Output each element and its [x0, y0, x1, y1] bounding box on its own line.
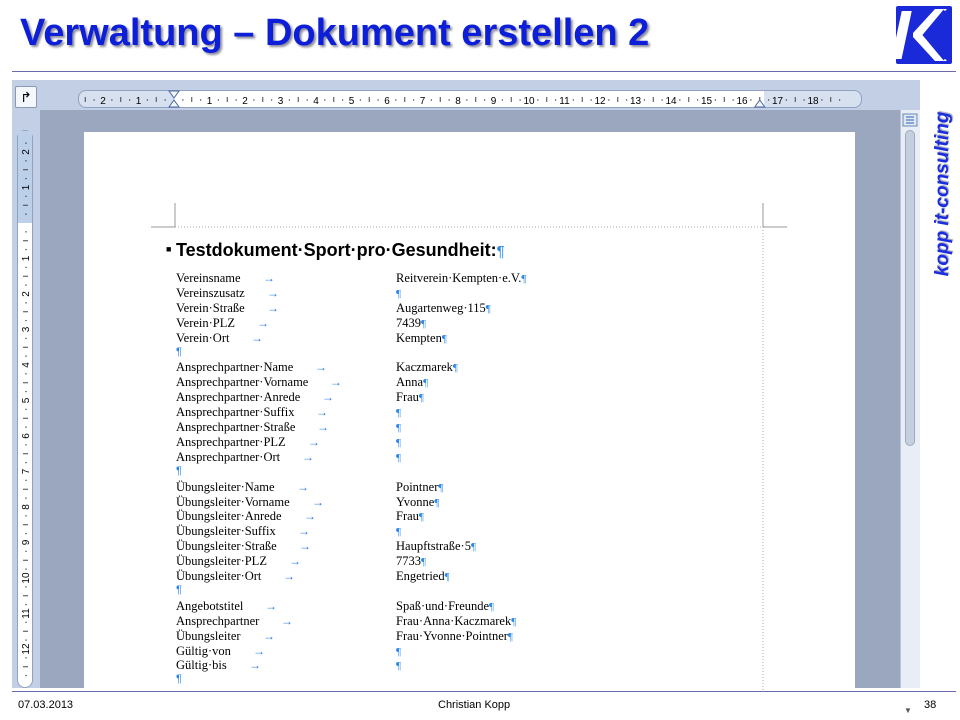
- horizontal-ruler-scale: [79, 91, 863, 109]
- field-row[interactable]: [176, 450, 576, 465]
- field-value: Pointner¶: [396, 479, 444, 494]
- tab-character-icon: →: [304, 509, 316, 524]
- ruler-tick: [200, 99, 201, 100]
- ruler-tick: [25, 409, 26, 410]
- field-row[interactable]: [176, 554, 576, 569]
- ruler-tick: [25, 462, 26, 463]
- ruler-tick: [644, 99, 645, 100]
- ruler-tick: [164, 99, 165, 100]
- left-indent-marker-icon: [169, 91, 179, 107]
- tab-character-icon: →: [283, 569, 295, 583]
- paragraph-mark: ¶: [485, 302, 491, 315]
- ruler-tick: [360, 99, 361, 100]
- field-value: Haupftstraße·5¶: [396, 539, 476, 554]
- paragraph-mark: ¶: [521, 273, 527, 285]
- field-label: Übungsleiter: [176, 628, 241, 643]
- field-value: [396, 286, 401, 302]
- ruler-tick-label: 18: [807, 96, 819, 107]
- paragraph-mark: ¶: [444, 571, 450, 583]
- ruler-tick: [25, 497, 26, 498]
- ruler-tick: [413, 99, 414, 100]
- field-row[interactable]: [176, 360, 576, 375]
- paragraph-mark: ¶: [396, 660, 401, 673]
- tab-character-icon: →: [298, 524, 310, 539]
- ruler-tick: [147, 99, 148, 100]
- ruler-tick-label: 16: [736, 96, 748, 107]
- ruler-tick: [306, 99, 307, 100]
- ruler-tick: [484, 99, 485, 100]
- slide-title: Verwaltung – Dokument erstellen 2: [20, 12, 650, 54]
- tab-character-icon: →: [263, 271, 275, 285]
- ruler-tick-label: 6: [21, 433, 32, 439]
- ruler-tick: [679, 99, 680, 100]
- field-row[interactable]: [176, 301, 576, 316]
- ruler-tick: [25, 178, 26, 179]
- field-label: Ansprechpartner·Name: [176, 360, 294, 375]
- empty-paragraph-mark: ¶: [176, 673, 182, 686]
- ruler-tick-label: 1: [21, 255, 32, 262]
- ruler-tick: [25, 302, 26, 303]
- footer-divider: [12, 691, 956, 692]
- ruler-tick: [590, 99, 591, 100]
- tab-character-icon: →: [289, 554, 301, 569]
- ruler-tick-label: 2: [242, 96, 248, 107]
- paragraph-mark: ¶: [396, 436, 401, 449]
- paragraph-mark: ¶: [396, 287, 401, 300]
- field-value: 7733¶: [396, 554, 426, 569]
- ruler-tick: [218, 99, 219, 100]
- field-row[interactable]: [176, 569, 576, 584]
- ruler-tick: [697, 99, 698, 100]
- ruler-tick: [395, 99, 396, 100]
- tab-character-icon: →: [281, 613, 293, 628]
- vertical-scrollbar[interactable]: [900, 110, 920, 715]
- field-value: Anna¶: [396, 375, 429, 390]
- field-label: Ansprechpartner·Ort: [176, 449, 281, 464]
- ruler-tick: [25, 604, 26, 605]
- tab-stop-selector[interactable]: ↱: [15, 86, 37, 108]
- field-row[interactable]: [176, 644, 576, 659]
- field-value: Engetried¶: [396, 569, 450, 583]
- ruler-tick: [25, 338, 26, 339]
- ruler-tick: [253, 99, 254, 100]
- field-row[interactable]: [176, 405, 576, 420]
- ruler-tick: [182, 99, 183, 100]
- field-label: Übungsleiter·PLZ: [176, 554, 267, 569]
- ruler-tick: [448, 99, 449, 100]
- ruler-tick-label: 6: [384, 96, 390, 107]
- ruler-tick: [342, 99, 343, 100]
- ruler-tick: [25, 622, 26, 623]
- ruler-tick-label: 7: [419, 96, 426, 107]
- field-row[interactable]: [176, 375, 576, 390]
- ruler-tick: [25, 231, 26, 232]
- ruler-tick: [502, 99, 503, 100]
- title-divider: [12, 71, 956, 72]
- field-value: Frau¶: [396, 509, 424, 524]
- ruler-tick-label: 7: [21, 468, 32, 475]
- field-label: Übungsleiter·Anrede: [176, 509, 282, 524]
- ruler-tick: [324, 99, 325, 100]
- ruler-tick: [25, 373, 26, 374]
- right-indent-marker-icon: [755, 100, 765, 107]
- ruler-tick-label: 3: [277, 96, 284, 107]
- ruler-tick-label: 2: [21, 149, 32, 155]
- footer-author: Christian Kopp: [438, 699, 511, 711]
- ruler-tick: [289, 99, 290, 100]
- field-row[interactable]: [176, 480, 576, 495]
- field-row[interactable]: [176, 435, 576, 450]
- kopp-logo-icon: [895, 5, 953, 65]
- ruler-tick-label: 11: [559, 96, 570, 107]
- field-row[interactable]: [176, 495, 576, 510]
- brand-label: kopp it-consulting: [932, 111, 953, 277]
- paragraph-mark: ¶: [396, 407, 401, 420]
- ruler-tick-label: 9: [21, 539, 32, 546]
- ruler-tick-label: 2: [21, 291, 32, 297]
- field-label: Ansprechpartner·Suffix: [176, 405, 295, 420]
- field-value: Reitverein·Kempten·e.V.¶: [396, 271, 527, 285]
- footer-date: 07.03.2013: [18, 699, 74, 711]
- footer-page-number: 38: [924, 699, 937, 711]
- field-value: [396, 450, 401, 466]
- paragraph-mark: ¶: [489, 600, 495, 613]
- ruler-tick: [25, 213, 26, 214]
- field-value: Frau·Anna·Kaczmarek¶: [396, 613, 517, 628]
- ruler-tick: [661, 99, 662, 100]
- ruler-toggle-icon[interactable]: [903, 114, 917, 126]
- field-label: Übungsleiter·Ort: [176, 569, 262, 583]
- field-value: [396, 644, 401, 660]
- field-label: Ansprechpartner·Anrede: [176, 390, 301, 405]
- ruler-tick-label: 4: [21, 362, 32, 368]
- paragraph-mark: ¶: [511, 615, 517, 628]
- field-value: Spaß·und·Freunde¶: [396, 598, 495, 613]
- field-label: Angebotstitel: [176, 598, 244, 613]
- ruler-tick: [25, 444, 26, 445]
- tab-character-icon: →: [302, 449, 314, 464]
- ruler-tick: [750, 99, 751, 100]
- field-row[interactable]: [176, 509, 576, 524]
- field-value: [396, 405, 401, 421]
- ruler-tick: [519, 99, 520, 100]
- scrollbar-thumb[interactable]: [905, 130, 915, 446]
- tab-character-icon: →: [267, 285, 279, 300]
- ruler-tick-label: 17: [771, 96, 784, 107]
- ruler-tick: [25, 568, 26, 569]
- tab-character-icon: →: [265, 598, 277, 613]
- ruler-tick-label: 12: [594, 96, 606, 107]
- ruler-tick: [25, 639, 26, 640]
- ruler-tick: [25, 142, 26, 143]
- tab-character-icon: →: [317, 420, 329, 434]
- tab-character-icon: →: [297, 479, 309, 494]
- ruler-tick-label: 2: [100, 96, 106, 107]
- tab-character-icon: →: [312, 494, 324, 509]
- ruler-tick: [839, 99, 840, 100]
- field-value: Kaczmarek¶: [396, 360, 458, 375]
- tab-character-icon: →: [257, 315, 269, 330]
- paragraph-mark: ¶: [418, 511, 424, 524]
- ruler-tick-label: 5: [348, 96, 355, 107]
- empty-paragraph-mark: ¶: [176, 464, 182, 477]
- paragraph-mark: ¶: [396, 526, 401, 539]
- paragraph-mark: ¶: [470, 541, 476, 554]
- ruler-tick: [732, 99, 733, 100]
- ruler-tick: [25, 160, 26, 161]
- ruler-tick: [555, 99, 556, 100]
- paragraph-mark: ¶: [396, 422, 401, 434]
- field-row[interactable]: [176, 390, 576, 405]
- field-label: Ansprechpartner: [176, 613, 260, 628]
- ruler-tick-label: 14: [665, 96, 677, 107]
- field-value: Frau¶: [396, 390, 424, 405]
- field-label: Übungsleiter·Vorname: [176, 494, 290, 509]
- ruler-tick-label: 11: [21, 608, 32, 619]
- ruler-tick-label: 4: [313, 96, 319, 107]
- ruler-tick: [93, 99, 94, 100]
- field-row[interactable]: [176, 629, 576, 644]
- ruler-tick: [25, 533, 26, 534]
- ruler-tick-label: 1: [206, 96, 213, 107]
- field-label: Vereinszusatz: [176, 285, 245, 300]
- field-label: Ansprechpartner·Straße: [176, 420, 296, 434]
- ruler-tick: [25, 675, 26, 676]
- ruler-tick: [786, 99, 787, 100]
- scroll-down-icon[interactable]: ▼: [904, 706, 912, 715]
- field-label: Verein·Straße: [176, 300, 245, 315]
- field-row[interactable]: [176, 539, 576, 554]
- ruler-tick: [25, 249, 26, 250]
- tab-character-icon: →: [308, 434, 320, 449]
- empty-paragraph-mark: ¶: [176, 583, 182, 596]
- ruler-tick-label: 15: [700, 96, 713, 107]
- paragraph-mark: ¶: [418, 392, 424, 405]
- ruler-tick: [537, 99, 538, 100]
- field-row[interactable]: [176, 271, 576, 286]
- ruler-tick: [235, 99, 236, 100]
- field-row[interactable]: [176, 658, 576, 673]
- ruler-tick: [803, 99, 804, 100]
- ruler-tick: [626, 99, 627, 100]
- field-label: Übungsleiter·Suffix: [176, 524, 276, 539]
- tab-character-icon: →: [267, 300, 279, 315]
- ruler-tick-label: 10: [21, 572, 32, 584]
- paragraph-mark: ¶: [421, 317, 426, 330]
- field-value: Frau·Yvonne·Pointner¶: [396, 628, 513, 643]
- ruler-tick: [25, 196, 26, 197]
- paragraph-mark: ¶: [423, 377, 429, 390]
- field-row[interactable]: [176, 316, 576, 331]
- paragraph-mark: ¶: [421, 556, 426, 569]
- field-value: 7439¶: [396, 315, 426, 330]
- tab-character-icon: →: [253, 643, 265, 658]
- document-heading[interactable]: Testdokument·Sport·pro·Gesundheit:¶: [176, 240, 505, 260]
- horizontal-ruler[interactable]: [78, 90, 862, 108]
- tab-character-icon: →: [315, 360, 327, 375]
- field-value: [396, 524, 401, 540]
- field-label: Gültig·von: [176, 643, 231, 658]
- ruler-tick: [608, 99, 609, 100]
- ruler-tick-label: 1: [135, 96, 142, 107]
- paragraph-mark: ¶: [441, 332, 447, 345]
- field-label: Ansprechpartner·PLZ: [176, 434, 286, 449]
- ruler-tick: [111, 99, 112, 100]
- ruler-tick: [25, 320, 26, 321]
- ruler-tick: [821, 99, 822, 100]
- ruler-tick: [573, 99, 574, 100]
- field-label: Übungsleiter·Name: [176, 479, 275, 494]
- paragraph-mark: ¶: [438, 481, 444, 494]
- ruler-tick: [25, 657, 26, 658]
- field-value: [396, 658, 401, 674]
- field-label: Ansprechpartner·Vorname: [176, 375, 309, 390]
- ruler-tick: [25, 586, 26, 587]
- field-row[interactable]: [176, 286, 576, 301]
- paragraph-mark: ¶: [434, 496, 440, 509]
- vertical-ruler[interactable]: [17, 130, 33, 688]
- ruler-tick-label: 13: [629, 96, 642, 107]
- field-label: Übungsleiter·Straße: [176, 539, 277, 554]
- tab-character-icon: →: [316, 405, 328, 420]
- tab-character-icon: →: [322, 390, 334, 405]
- field-value: [396, 435, 401, 451]
- field-label: Gültig·bis: [176, 658, 227, 673]
- field-row[interactable]: [176, 524, 576, 539]
- ruler-tick: [25, 267, 26, 268]
- ruler-tick: [25, 551, 26, 552]
- field-row[interactable]: [176, 420, 576, 435]
- paragraph-mark: ¶: [452, 362, 458, 375]
- tab-character-icon: →: [251, 330, 263, 345]
- field-value: Kempten¶: [396, 330, 447, 345]
- ruler-tick-label: 8: [21, 504, 32, 510]
- field-row[interactable]: [176, 331, 576, 346]
- field-label: Verein·PLZ: [176, 315, 236, 330]
- ruler-tick-label: 5: [21, 397, 32, 404]
- field-row[interactable]: [176, 599, 576, 614]
- field-label: Vereinsname: [176, 271, 241, 285]
- ruler-tick: [25, 391, 26, 392]
- ruler-tick: [431, 99, 432, 100]
- ruler-tick: [129, 99, 130, 100]
- ruler-tick-label: 9: [490, 96, 497, 107]
- field-label: Verein·Ort: [176, 330, 230, 345]
- tab-character-icon: →: [249, 658, 261, 673]
- tab-character-icon: →: [299, 539, 311, 554]
- ruler-tick-label: 1: [21, 184, 32, 191]
- ruler-tick: [25, 515, 26, 516]
- field-value: [396, 420, 401, 436]
- ruler-tick: [715, 99, 716, 100]
- paragraph-bullet: ■: [166, 244, 172, 254]
- tab-character-icon: →: [330, 375, 342, 390]
- empty-paragraph-mark: ¶: [176, 345, 182, 358]
- field-value: Augartenweg·115¶: [396, 300, 491, 315]
- ruler-tick-label: 12: [21, 643, 32, 655]
- ruler-tick-label: 3: [21, 326, 32, 333]
- paragraph-mark: ¶: [507, 630, 513, 643]
- ruler-tick: [25, 355, 26, 356]
- field-row[interactable]: [176, 614, 576, 629]
- vertical-ruler-scale: [18, 131, 34, 689]
- ruler-tick: [25, 284, 26, 285]
- paragraph-mark: ¶: [396, 645, 401, 658]
- ruler-tick: [377, 99, 378, 100]
- field-value: Yvonne¶: [396, 494, 440, 509]
- ruler-tick-label: 8: [455, 96, 461, 107]
- ruler-tick: [466, 99, 467, 100]
- ruler-tick: [25, 426, 26, 427]
- document-page[interactable]: [84, 132, 855, 692]
- paragraph-mark: ¶: [396, 451, 401, 464]
- ruler-tick-label: 10: [523, 96, 535, 107]
- ruler-tick: [25, 480, 26, 481]
- ruler-tick: [768, 99, 769, 100]
- tab-character-icon: →: [263, 628, 275, 643]
- ruler-tick: [271, 99, 272, 100]
